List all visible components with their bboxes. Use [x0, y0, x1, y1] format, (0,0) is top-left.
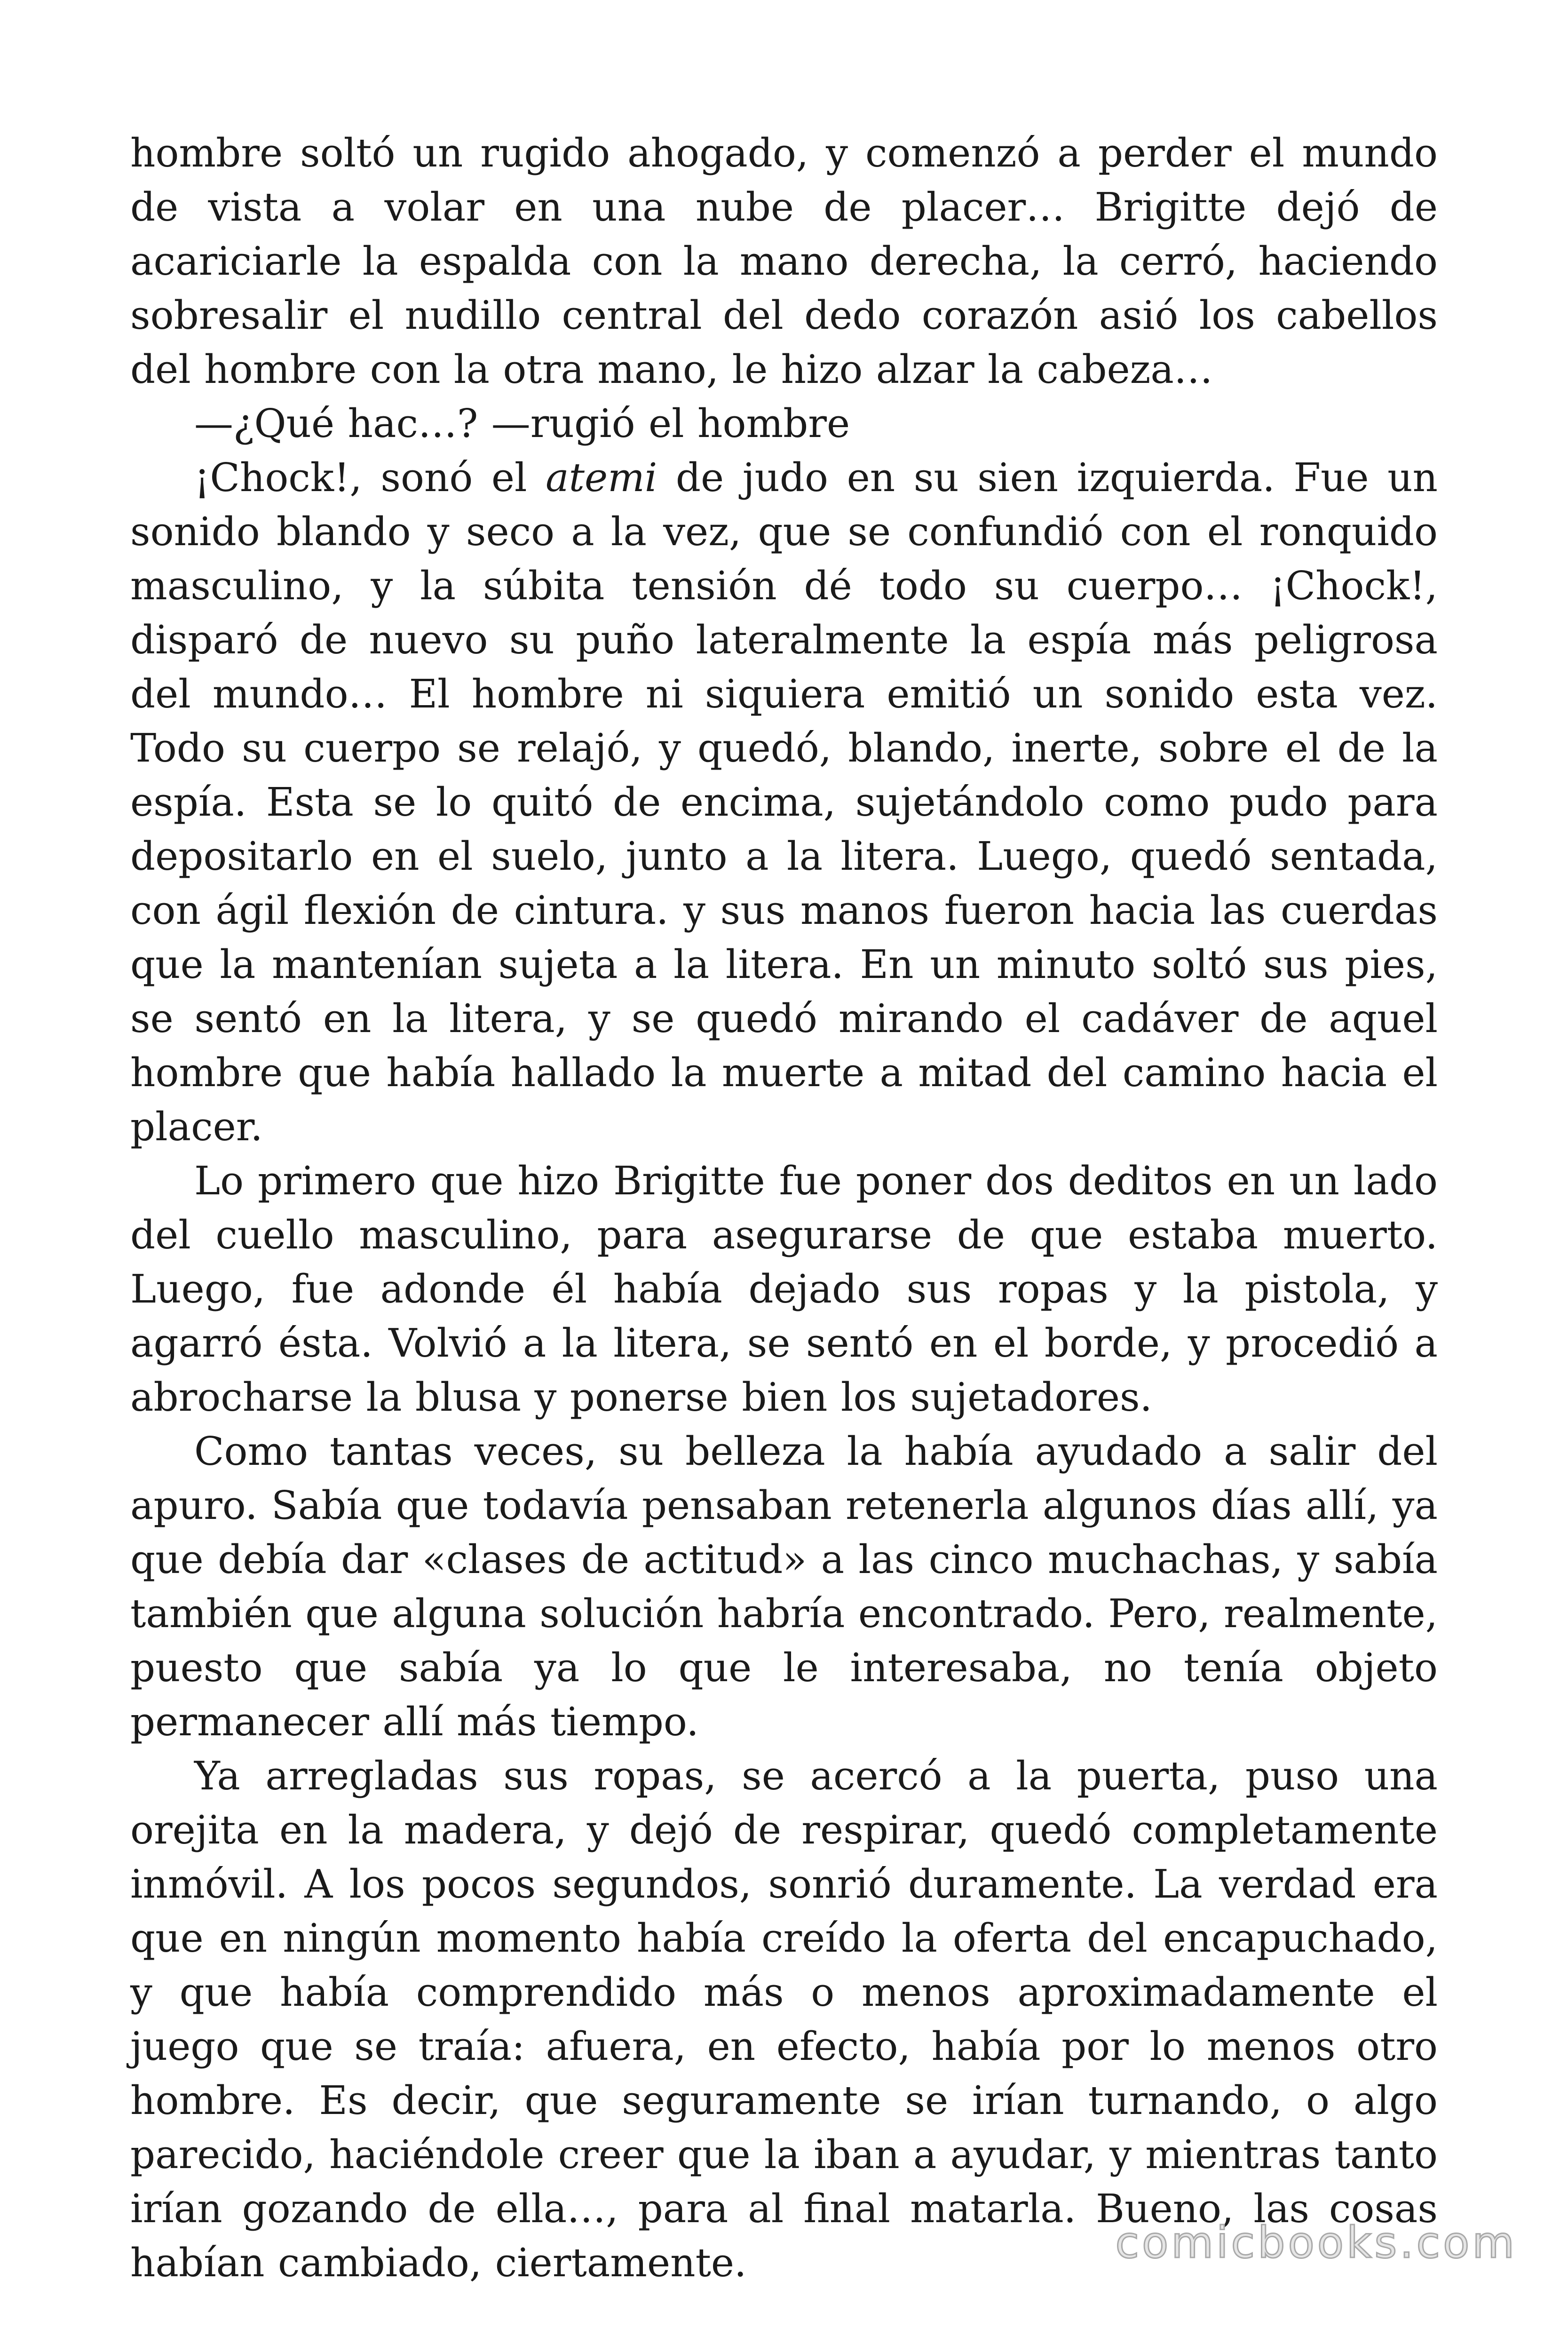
paragraph-4: Lo primero que hizo Brigitte fue poner dos deditos en un lado del cuello masculino, para asegurarse de que estaba muerto. Luego, fue adonde él había dejado sus ropas y la pistola, y agarró ésta. Volvió a la litera, se sentó en el borde, y procedió a abrocharse la blusa y ponerse bien los sujetadores.	[130, 1158, 1438, 1420]
paragraph-6: Ya arregladas sus ropas, se acercó a la puerta, puso una orejita en la madera, y dejó de respirar, quedó completamente inmóvil. A los pocos segundos, sonrió duramente. La verdad era que en ningún momento había creído la oferta del encapuchado, y que había comprendido más o menos aproximadamente el juego que se traía: afuera, en efecto, había por lo menos otro hombre. Es decir, que seguramente se irían turnando, o algo parecido, haciéndole creer que la iban a ayudar, y mientras tanto irían gozando de ella…, para al final matarla. Bueno, las cosas habían cambiado, ciertamente.	[130, 1753, 1438, 2286]
paragraph-2: —¿Qué hac…? —rugió el hombre	[194, 401, 850, 446]
emphasis-atemi: atemi	[546, 455, 657, 501]
paragraph-1: hombre soltó un rugido ahogado, y comenzó a perder el mundo de vista a volar en una nube de placer… Brigitte dejó de acariciarle la espalda con la mano derecha, la cerró, haciendo sobresalir el nudillo central del dedo corazón asió los cabellos del hombre con la otra mano, le hizo alzar la cabeza…	[130, 130, 1438, 392]
paragraph-3	[130, 451, 1438, 1154]
paragraph-3-start: ¡Chock!, sonó el	[194, 455, 546, 501]
paragraph-3-rest: de judo en su sien izquierda. Fue un sonido blando y seco a la vez, que se confundió con el ronquido masculino, y la súbita tensión dé todo su cuerpo… ¡Chock!, disparó de nuevo su puño lateralmente la espía más peligrosa del mundo… El hombre ni siquiera emitió un sonido esta vez. Todo su cuerpo se relajó, y quedó, blando, inerte, sobre el de la espía. Esta se lo quitó de encima, sujetándolo como pudo para depositarlo en el suelo, junto a la litera. Luego, quedó sentada, con ágil flexión de cintura. y sus manos fueron hacia las cuerdas que la mantenían sujeta a la litera. En un minuto soltó sus pies, se sentó en la litera, y se quedó mirando el cadáver de aquel hombre que había hallado la muerte a mitad del camino hacia el placer.	[130, 455, 1438, 1150]
paragraph-5: Como tantas veces, su belleza la había ayudado a salir del apuro. Sabía que todavía pensaban retenerla algunos días allí, ya que debía dar «clases de actitud» a las cinco muchachas, y sabía también que alguna solución habría encontrado. Pero, realmente, puesto que sabía ya lo que le interesaba, no tenía objeto permanecer allí más tiempo.	[130, 1429, 1438, 1745]
page-body	[130, 126, 1438, 2290]
watermark-logo: comicbooks.com	[1115, 2217, 1517, 2268]
